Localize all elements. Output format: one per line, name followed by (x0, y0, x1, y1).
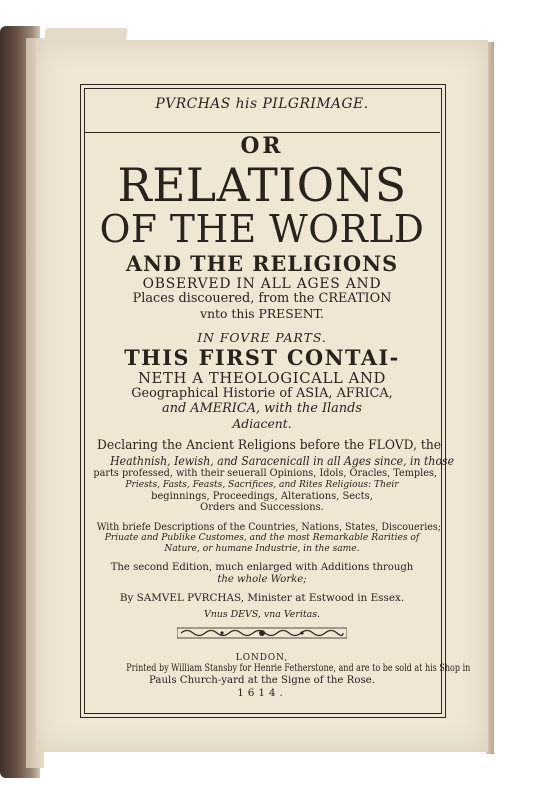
foure-parts: IN FOVRE PARTS. (197, 330, 327, 346)
whole-worke-line: the whole Worke; (217, 573, 307, 585)
second-edition-line: The second Edition, much enlarged with Additions through (110, 562, 414, 574)
title-relations: RELATIONS (117, 158, 407, 213)
motto-line: Vnus DEVS, vna Veritas. (203, 608, 321, 620)
beginnings-line: beginnings, Proceedings, Alterations, Sects, (151, 490, 373, 502)
imprint-london: LONDON, (235, 652, 289, 663)
heathnish-line: Heathnish, Iewish, and Saracenicall in all Ages since, in those (110, 453, 455, 469)
nature-line: Nature, or humane Industrie, in the same. (164, 542, 360, 554)
title-page (36, 40, 488, 752)
and-america: and AMERICA, with the Ilands (162, 400, 362, 416)
imprint-pauls: Pauls Church-yard at the Signe of the Rose. (149, 673, 375, 686)
title-or: OR (240, 133, 284, 160)
title-vnto: vnto this PRESENT. (200, 305, 324, 321)
with-briefe-line: With briefe Descriptions of the Countries, Nations, States, Discoueries; (96, 521, 441, 533)
running-head: PVRCHAS his PILGRIMAGE. (155, 96, 369, 112)
imprint-printed-by: Printed by William Stansby for Henrie Fetherstone, and are to be sold at his Shop in (126, 661, 471, 674)
title-religions: AND THE RELIGIONS (125, 250, 399, 276)
declaring-line: Declaring the Ancient Religions before the FLOVD, the (97, 438, 442, 454)
neth-theologicall: NETH A THEOLOGICALL AND (137, 368, 387, 387)
printers-ornament (177, 627, 347, 639)
private-line: Priuate and Publike Customes, and the most Remarkable Rarities of (104, 532, 420, 544)
title-observed: OBSERVED IN ALL AGES AND (142, 275, 382, 292)
geographical-historie: Geographical Historie of ASIA, AFRICA, (131, 385, 393, 401)
title-places: Places discouered, from the CREATION (132, 290, 392, 306)
orders-line: Orders and Successions. (200, 502, 324, 514)
adiacent: Adiacent. (232, 415, 292, 431)
author-line: By SAMVEL PVRCHAS, Minister at Estwood in Essex. (119, 591, 405, 604)
priests-line: Priests, Fasts, Feasts, Sacrifices, and Rites Religious: Their (125, 478, 399, 490)
imprint-year: 1614. (237, 686, 287, 699)
title-text-block (88, 92, 471, 699)
first-contai: THIS FIRST CONTAI- (124, 344, 400, 370)
parts-professed-line: parts professed, with their seuerall Opinions, Idols, Oracles, Temples, (93, 468, 438, 480)
title-of-the-world: OF THE WORLD (99, 206, 425, 251)
